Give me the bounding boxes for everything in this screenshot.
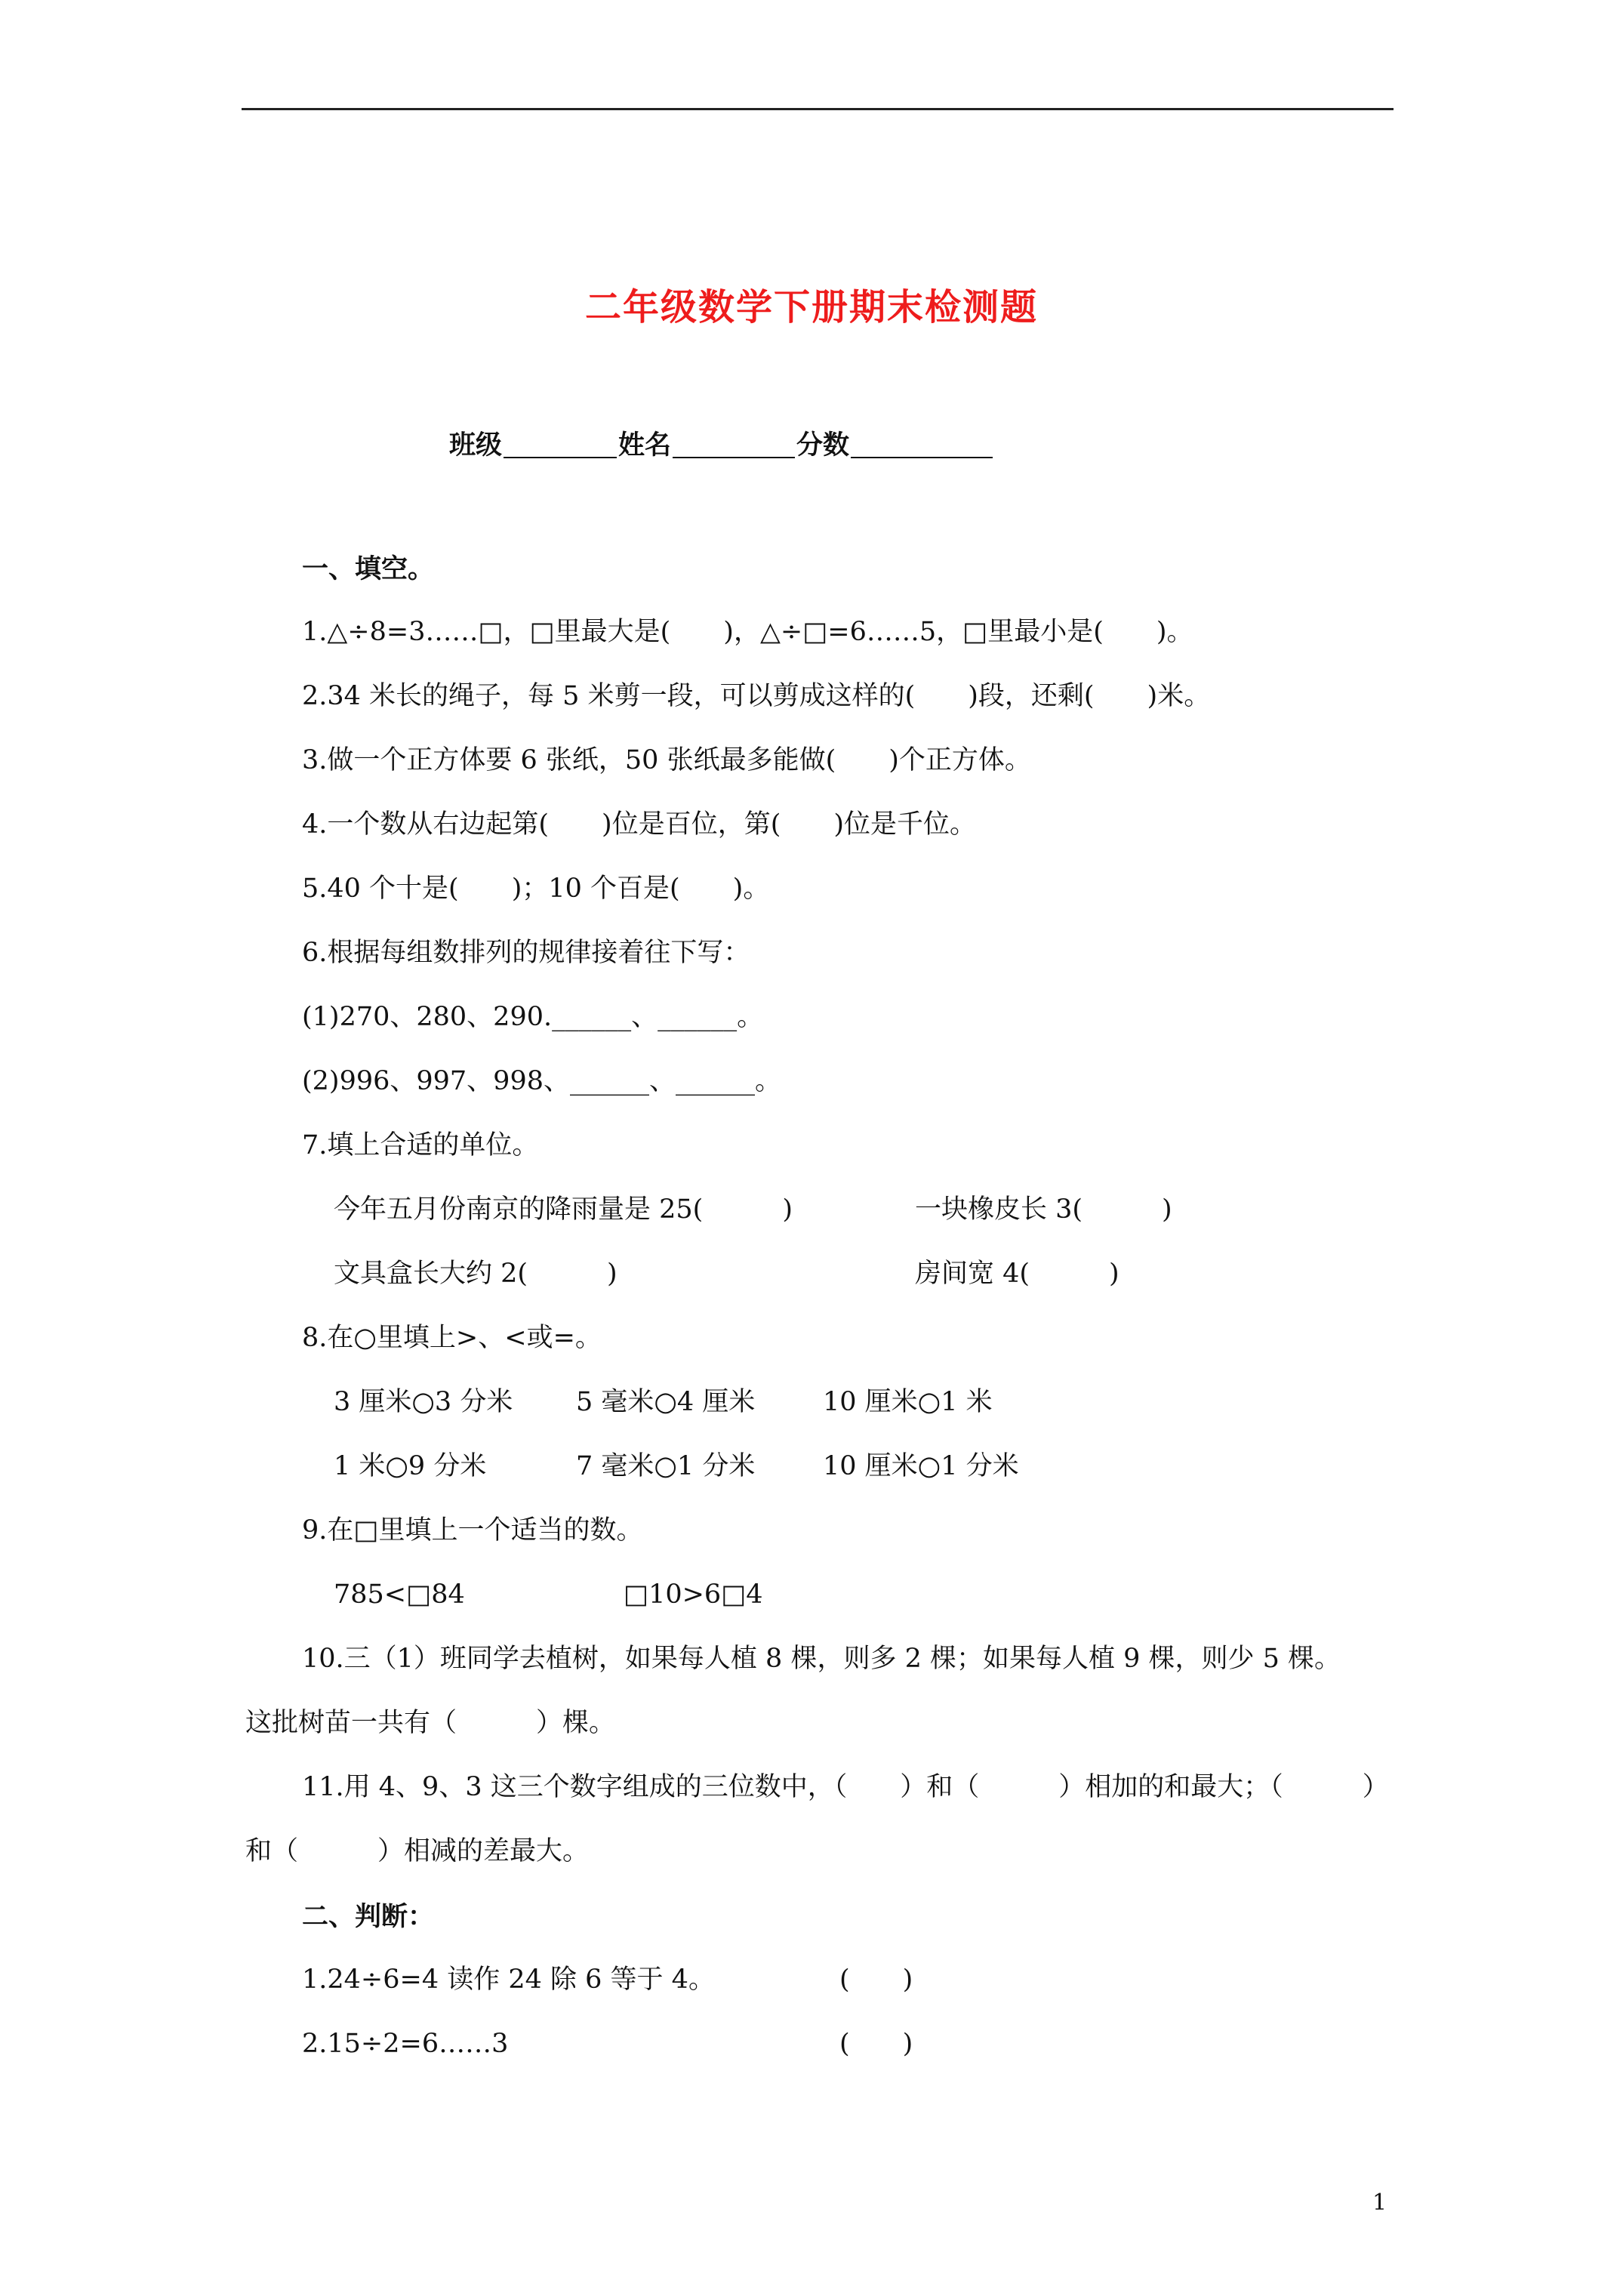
judge-2-answer: ( ) [839, 2029, 913, 2059]
judge-1: 1.24÷6=4 读作 24 除 6 等于 4。 [302, 1965, 715, 1995]
question-3: 3.做一个正方体要 6 张纸，50 张纸最多能做( )个正方体。 [302, 745, 1031, 775]
question-7-room: 房间宽 4( ) [915, 1259, 1119, 1289]
section1-heading: 一、填空。 [302, 553, 435, 584]
name-label: 姓名 [618, 430, 672, 461]
class-blank[interactable] [504, 430, 617, 458]
question-9-item-2: □10>6□4 [624, 1579, 763, 1610]
question-8-item-4: 1 米○9 分米 [334, 1451, 487, 1481]
question-7: 7.填上合适的单位。 [302, 1130, 539, 1160]
page-number: 1 [1372, 2190, 1387, 2216]
question-11-line-2: 和（ ）相减的差最大。 [245, 1836, 590, 1866]
section2-heading: 二、判断： [302, 1901, 435, 1932]
question-1: 1.△÷8=3……□，□里最大是( )，△÷□=6……5，□里最小是( )。 [302, 617, 1193, 647]
question-8: 8.在○里填上>、<或=。 [302, 1323, 602, 1353]
question-4: 4.一个数从右边起第( )位是百位，第( )位是千位。 [302, 809, 977, 840]
question-7-pencilbox: 文具盒长大约 2( ) [334, 1259, 617, 1289]
question-8-item-3: 10 厘米○1 米 [823, 1387, 993, 1417]
question-8-item-6: 10 厘米○1 分米 [823, 1451, 1019, 1481]
question-6: 6.根据每组数排列的规律接着往下写： [302, 938, 750, 968]
question-11-line-1: 11.用 4、9、3 这三个数字组成的三位数中，（ ）和（ ）相加的和最大；（ ） [302, 1772, 1389, 1802]
question-10-line-2: 这批树苗一共有（ ）棵。 [245, 1708, 616, 1738]
header-rule [242, 108, 1394, 110]
score-label: 分数 [796, 430, 850, 461]
question-9-item-1: 785<□84 [334, 1579, 465, 1610]
question-6-part-1: (1)270、280、290.______、______。 [302, 1002, 764, 1032]
score-blank[interactable] [851, 430, 993, 458]
class-label: 班级 [449, 430, 503, 461]
judge-2: 2.15÷2=6……3 [302, 2029, 509, 2059]
student-info [449, 424, 994, 462]
question-7-eraser: 一块橡皮长 3( ) [915, 1194, 1172, 1225]
question-9: 9.在□里填上一个适当的数。 [302, 1515, 643, 1546]
question-8-item-5: 7 毫米○1 分米 [576, 1451, 756, 1481]
judge-1-answer: ( ) [839, 1965, 913, 1995]
question-6-part-2: (2)996、997、998、______、______。 [302, 1066, 781, 1096]
question-2: 2.34 米长的绳子，每 5 米剪一段，可以剪成这样的( )段，还剩( )米。 [302, 681, 1211, 711]
question-7-rainfall: 今年五月份南京的降雨量是 25( ) [334, 1194, 793, 1225]
question-5: 5.40 个十是( )；10 个百是( )。 [302, 874, 770, 904]
question-8-item-2: 5 毫米○4 厘米 [576, 1387, 756, 1417]
question-8-item-1: 3 厘米○3 分米 [334, 1387, 513, 1417]
exam-title: 二年级数学下册期末检测题 [584, 286, 1038, 328]
question-10-line-1: 10.三（1）班同学去植树，如果每人植 8 棵，则多 2 棵；如果每人植 9 棵，则少 5 棵。 [302, 1644, 1341, 1674]
name-blank[interactable] [673, 430, 795, 458]
